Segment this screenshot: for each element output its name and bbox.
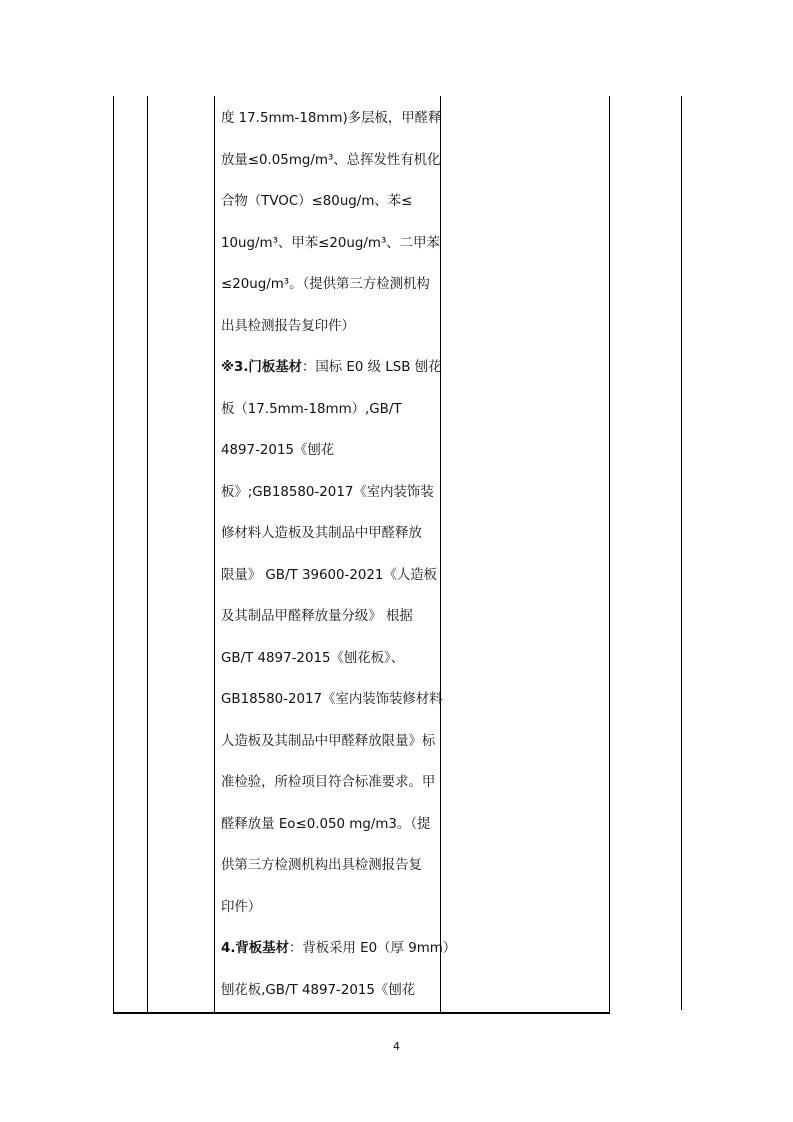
text-line [221, 140, 439, 182]
line-text: 人造板及其制品中甲醛释放限量》标 [221, 733, 436, 749]
line-text: 印件） [221, 899, 262, 915]
text-line [221, 887, 439, 929]
text-line [221, 679, 443, 721]
line-text: 板》;GB18580-2017《室内装饰装 [221, 484, 434, 500]
text-line [221, 845, 439, 887]
text-line [221, 223, 439, 265]
text-line [221, 430, 439, 472]
line-text: 修材料人造板及其制品中甲醛释放 [221, 526, 422, 541]
text-line [221, 638, 439, 680]
line-text: 度 17.5mm-18mm)多层板，甲醛释 [221, 111, 442, 126]
line-text: 放量≤0.05mg/m³、总挥发性有机化 [221, 152, 441, 168]
text-line [221, 306, 439, 348]
table-column-divider-3 [440, 96, 441, 1013]
table-border-left [113, 96, 114, 1013]
text-line [221, 347, 442, 389]
text-line [221, 928, 457, 970]
text-line [221, 970, 439, 1012]
text-line [221, 264, 439, 306]
text-line [221, 721, 439, 763]
text-line [221, 804, 439, 846]
text-line [221, 555, 439, 597]
line-text: ：背板采用 E0（厚 9mm） [288, 941, 457, 956]
line-text: 限量》 GB/T 39600-2021《人造板 [221, 567, 438, 583]
line-text: 合物（TVOC）≤80ug/m、苯≤ [221, 194, 413, 209]
text-line [221, 596, 439, 638]
line-text: 及其制品甲醛释放量分级》 根据 [221, 609, 413, 624]
line-text: 供第三方检测机构出具检测报告复 [221, 858, 422, 873]
line-text: ：国标 E0 级 LSB 刨花 [301, 360, 442, 375]
line-text: 准检验，所检项目符合标准要求。甲 [221, 775, 436, 790]
table-column-divider-2 [214, 96, 215, 1013]
text-line [221, 762, 439, 804]
text-line [221, 513, 439, 555]
table-bottom-border [113, 1012, 610, 1014]
text-line [221, 389, 439, 431]
specification-cell-text [221, 98, 457, 1011]
line-text: ≤20ug/m³。（提供第三方检测机构 [221, 277, 430, 292]
table-border-right [609, 96, 610, 1013]
line-text: 10ug/m³、甲苯≤20ug/m³、二甲苯 [221, 235, 440, 251]
bold-heading: ※3.门板基材 [221, 360, 302, 375]
line-text: GB/T 4897-2015《刨花板》、 [221, 650, 405, 666]
text-line [221, 472, 439, 514]
line-text: 醛释放量 Eo≤0.050 mg/m3。（提 [221, 816, 431, 832]
line-text: GB18580-2017《室内装饰装修材料 [221, 692, 443, 707]
line-text: 板（17.5mm-18mm）,GB/T [221, 401, 402, 417]
text-line [221, 181, 439, 223]
line-text: 刨花板,GB/T 4897-2015《刨花 [221, 982, 416, 998]
line-text: 出具检测报告复印件） [221, 318, 355, 334]
line-text: 4897-2015《刨花 [221, 443, 335, 458]
table-column-divider-1 [147, 96, 148, 1013]
text-line [221, 98, 442, 140]
page-number: 4 [393, 1040, 400, 1053]
bold-heading: 4.背板基材 [221, 941, 289, 956]
outer-margin-line [681, 96, 682, 1010]
